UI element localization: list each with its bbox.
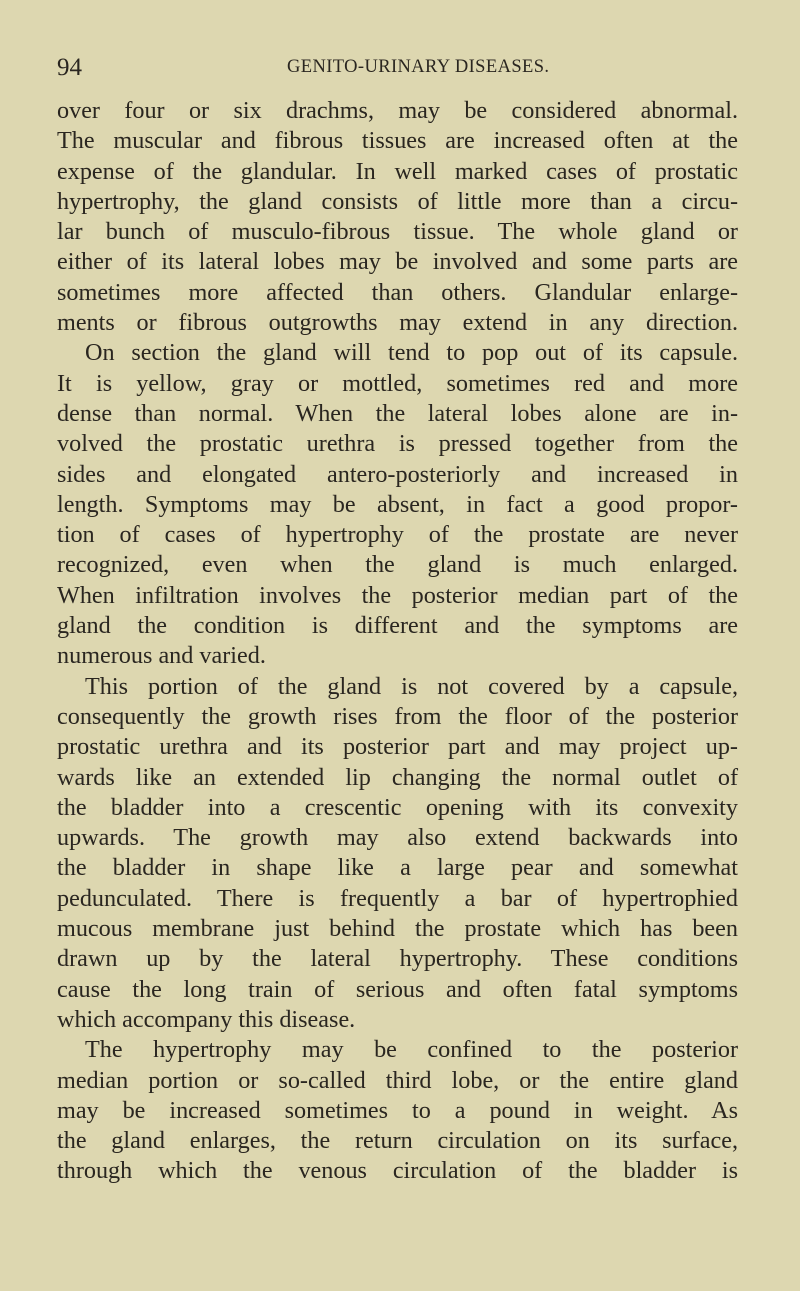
body-text — [57, 96, 738, 1187]
text-line: over four or six drachms, may be considered abnormal. — [57, 97, 738, 124]
running-head — [57, 52, 738, 96]
text-line: numerous and varied. — [57, 642, 266, 670]
text-line: tion of cases of hypertrophy of the prostate are never — [57, 521, 738, 549]
text-line: dense than normal. When the lateral lobes alone are in- — [57, 399, 738, 427]
text-line: On section the gland will tend to pop out of its capsule. — [85, 339, 738, 367]
text-line: gland the condition is different and the symptoms are — [57, 612, 738, 640]
text-line: wards like an extended lip changing the normal outlet of — [57, 763, 738, 791]
text-line: This portion of the gland is not covered by a capsule, — [85, 672, 738, 700]
text-line: The muscular and fibrous tissues are increased often at the — [57, 127, 738, 155]
text-line: the bladder in shape like a large pear and somewhat — [57, 854, 738, 882]
text-line: the bladder into a crescentic opening with its convexity — [57, 793, 738, 821]
text-line: through which the venous circulation of the bladder is — [57, 1157, 738, 1185]
text-line: upwards. The growth may also extend backwards into — [57, 824, 738, 852]
text-line: may be increased sometimes to a pound in weight. As — [57, 1096, 738, 1124]
text-line: ments or fibrous outgrowths may extend in any direction. — [57, 309, 738, 337]
text-line: cause the long train of serious and often fatal symptoms — [57, 975, 738, 1003]
text-line: It is yellow, gray or mottled, sometimes red and more — [57, 369, 738, 397]
text-line: expense of the glandular. In well marked cases of prostatic — [57, 157, 738, 185]
text-line: drawn up by the lateral hypertrophy. These conditions — [57, 945, 738, 973]
text-line: prostatic urethra and its posterior part and may project up- — [57, 733, 738, 761]
text-line: recognized, even when the gland is much enlarged. — [57, 551, 738, 579]
text-line: The hypertrophy may be confined to the posterior — [85, 1036, 738, 1064]
text-line: median portion or so-called third lobe, or the entire gland — [57, 1066, 738, 1094]
text-line: hypertrophy, the gland consists of little more than a circu- — [57, 187, 738, 215]
text-line: When infiltration involves the posterior median part of the — [57, 581, 738, 609]
text-line: sometimes more affected than others. Glandular enlarge- — [57, 278, 738, 306]
page-number: 94 — [57, 54, 82, 81]
text-line: lar bunch of musculo-fibrous tissue. The whole gland or — [57, 218, 738, 246]
text-line: sides and elongated antero-posteriorly and increased in — [57, 460, 738, 488]
text-line: length. Symptoms may be absent, in fact a good propor- — [57, 490, 738, 518]
text-line: mucous membrane just behind the prostate which has been — [57, 915, 738, 943]
text-line: which accompany this disease. — [57, 1005, 356, 1033]
text-line: volved the prostatic urethra is pressed together from the — [57, 430, 738, 458]
text-line: either of its lateral lobes may be involved and some parts are — [57, 248, 738, 276]
text-line: pedunculated. There is frequently a bar of hypertrophied — [57, 884, 738, 912]
text-line: consequently the growth rises from the floor of the posterior — [57, 702, 738, 730]
text-line: the gland enlarges, the return circulation on its surface, — [57, 1127, 738, 1155]
running-title: GENITO-URINARY DISEASES. — [287, 57, 550, 77]
